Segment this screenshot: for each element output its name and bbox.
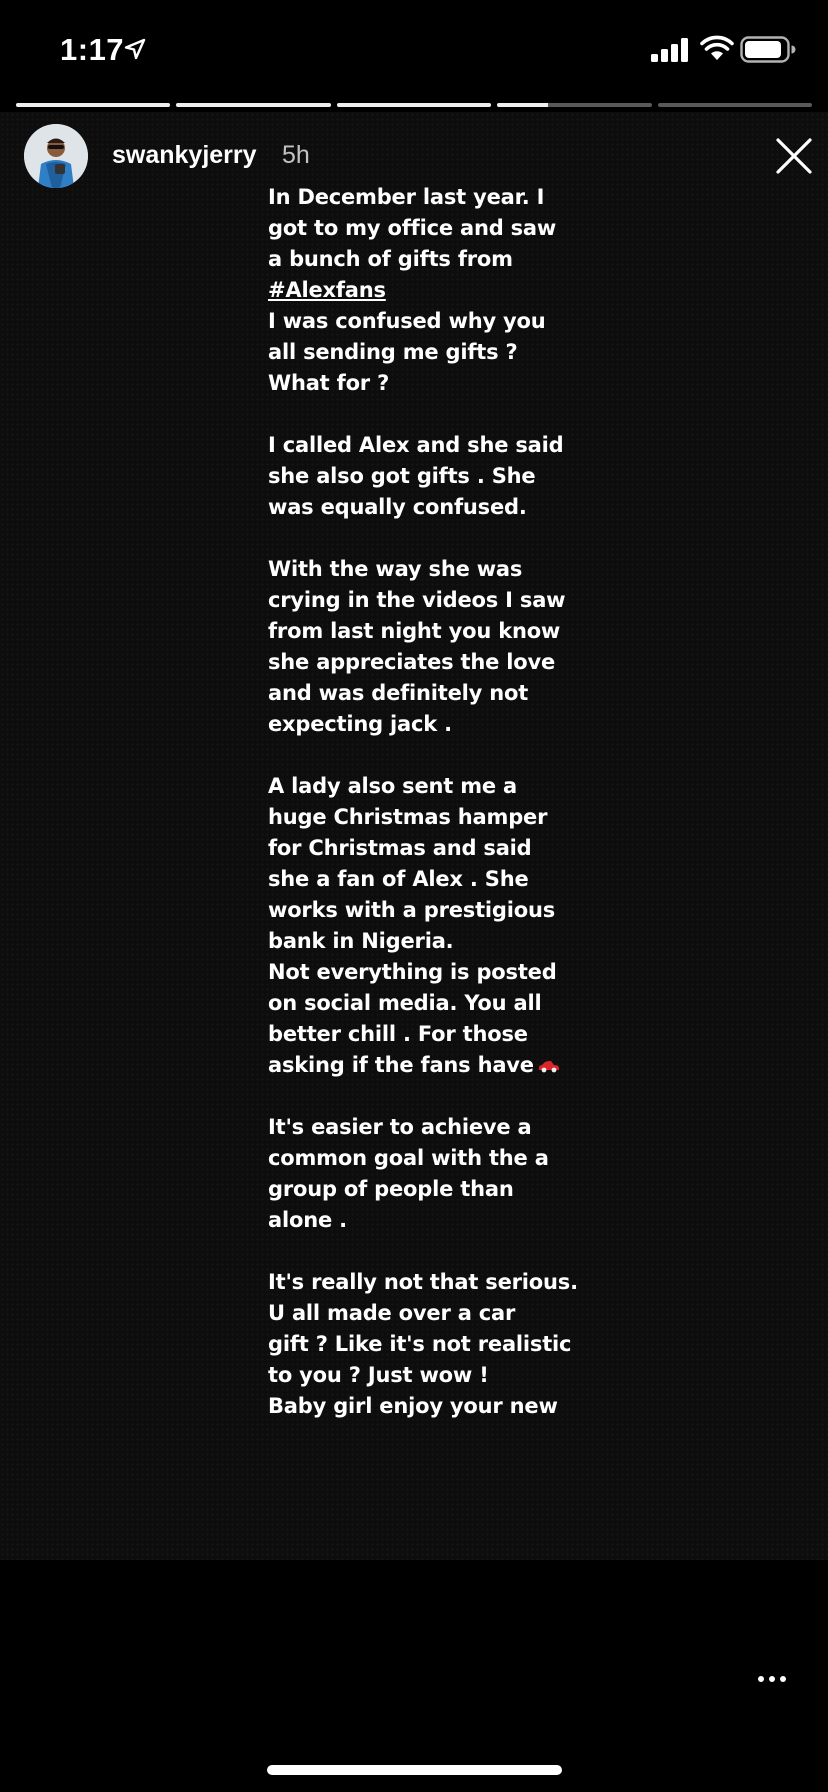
location-arrow-icon xyxy=(124,38,146,60)
story-text-line: she a fan of Alex . She xyxy=(268,867,529,891)
story-text-line: In December last year. I xyxy=(268,185,545,209)
story-header xyxy=(24,124,804,188)
close-button[interactable] xyxy=(768,130,820,182)
story-progress-segment xyxy=(658,103,812,107)
avatar[interactable] xyxy=(24,124,88,188)
story-text-line: Baby girl enjoy your new xyxy=(268,1394,558,1418)
home-indicator[interactable] xyxy=(267,1765,562,1775)
story-text-line: works with a prestigious xyxy=(268,898,556,922)
story-text-gap xyxy=(268,1236,588,1267)
story-progress-segment xyxy=(337,103,491,107)
story-text-line: alone . xyxy=(268,1208,347,1232)
story-text-line: Not everything is posted xyxy=(268,960,557,984)
story-text-line: I was confused why you xyxy=(268,309,546,333)
status-time: 1:17 xyxy=(60,32,125,67)
story-text-line: from last night you know xyxy=(268,619,561,643)
story-text-line: and was definitely not xyxy=(268,681,529,705)
story-text-line: With the way she was xyxy=(268,557,523,581)
story-text-block xyxy=(268,182,588,1422)
story-progress-fill xyxy=(16,103,170,107)
cellular-signal-icon xyxy=(651,38,691,62)
story-progress-bar xyxy=(16,103,812,107)
story-text-gap xyxy=(268,523,588,554)
story-text-gap xyxy=(268,740,588,771)
story-text-line: It's easier to achieve a xyxy=(268,1115,532,1139)
wifi-icon xyxy=(700,34,734,62)
more-dot xyxy=(780,1676,786,1682)
story-text-line: a bunch of gifts from xyxy=(268,247,513,271)
more-dots-icon xyxy=(758,1676,764,1682)
story-progress-fill xyxy=(176,103,330,107)
story-hashtag[interactable]: #Alexfans xyxy=(268,278,386,302)
story-username[interactable]: swankyjerry xyxy=(112,141,257,169)
status-bar xyxy=(0,0,828,100)
story-text-line: A lady also sent me a xyxy=(268,774,518,798)
story-text-line: common goal with the a xyxy=(268,1146,549,1170)
story-text-line: What for ? xyxy=(268,371,390,395)
battery-icon xyxy=(740,36,796,63)
story-text-line: expecting jack . xyxy=(268,712,452,736)
story-text-gap xyxy=(268,399,588,430)
story-text-line: group of people than xyxy=(268,1177,514,1201)
close-icon xyxy=(768,130,820,182)
car-emoji-icon xyxy=(538,1059,560,1073)
story-text-line: asking if the fans have xyxy=(268,1050,588,1081)
story-text-line: U all made over a car xyxy=(268,1301,516,1325)
story-progress-segment xyxy=(497,103,651,107)
story-text-line: she appreciates the love xyxy=(268,650,556,674)
story-text-line: on social media. You all xyxy=(268,991,542,1015)
story-text-line: huge Christmas hamper xyxy=(268,805,548,829)
more-dot xyxy=(769,1676,775,1682)
story-progress-fill xyxy=(497,103,548,107)
story-text-line: crying in the videos I saw xyxy=(268,588,566,612)
story-text-line: gift ? Like it's not realistic xyxy=(268,1332,572,1356)
story-text-line: better chill . For those xyxy=(268,1022,528,1046)
more-options-button[interactable] xyxy=(752,1664,792,1694)
story-progress-segment xyxy=(16,103,170,107)
story-text-line: all sending me gifts ? xyxy=(268,340,518,364)
story-text-line: got to my office and saw xyxy=(268,216,557,240)
story-timestamp: 5h xyxy=(282,141,310,169)
story-text-line: I called Alex and she said xyxy=(268,433,564,457)
story-text-line: was equally confused. xyxy=(268,495,527,519)
story-text-line: It's really not that serious. xyxy=(268,1270,578,1294)
story-text-line: to you ? Just wow ! xyxy=(268,1363,489,1387)
story-text-line: bank in Nigeria. xyxy=(268,929,454,953)
story-progress-fill xyxy=(337,103,491,107)
story-text-gap xyxy=(268,1081,588,1112)
story-text-line: she also got gifts . She xyxy=(268,464,536,488)
story-text-line: for Christmas and said xyxy=(268,836,532,860)
story-progress-segment xyxy=(176,103,330,107)
